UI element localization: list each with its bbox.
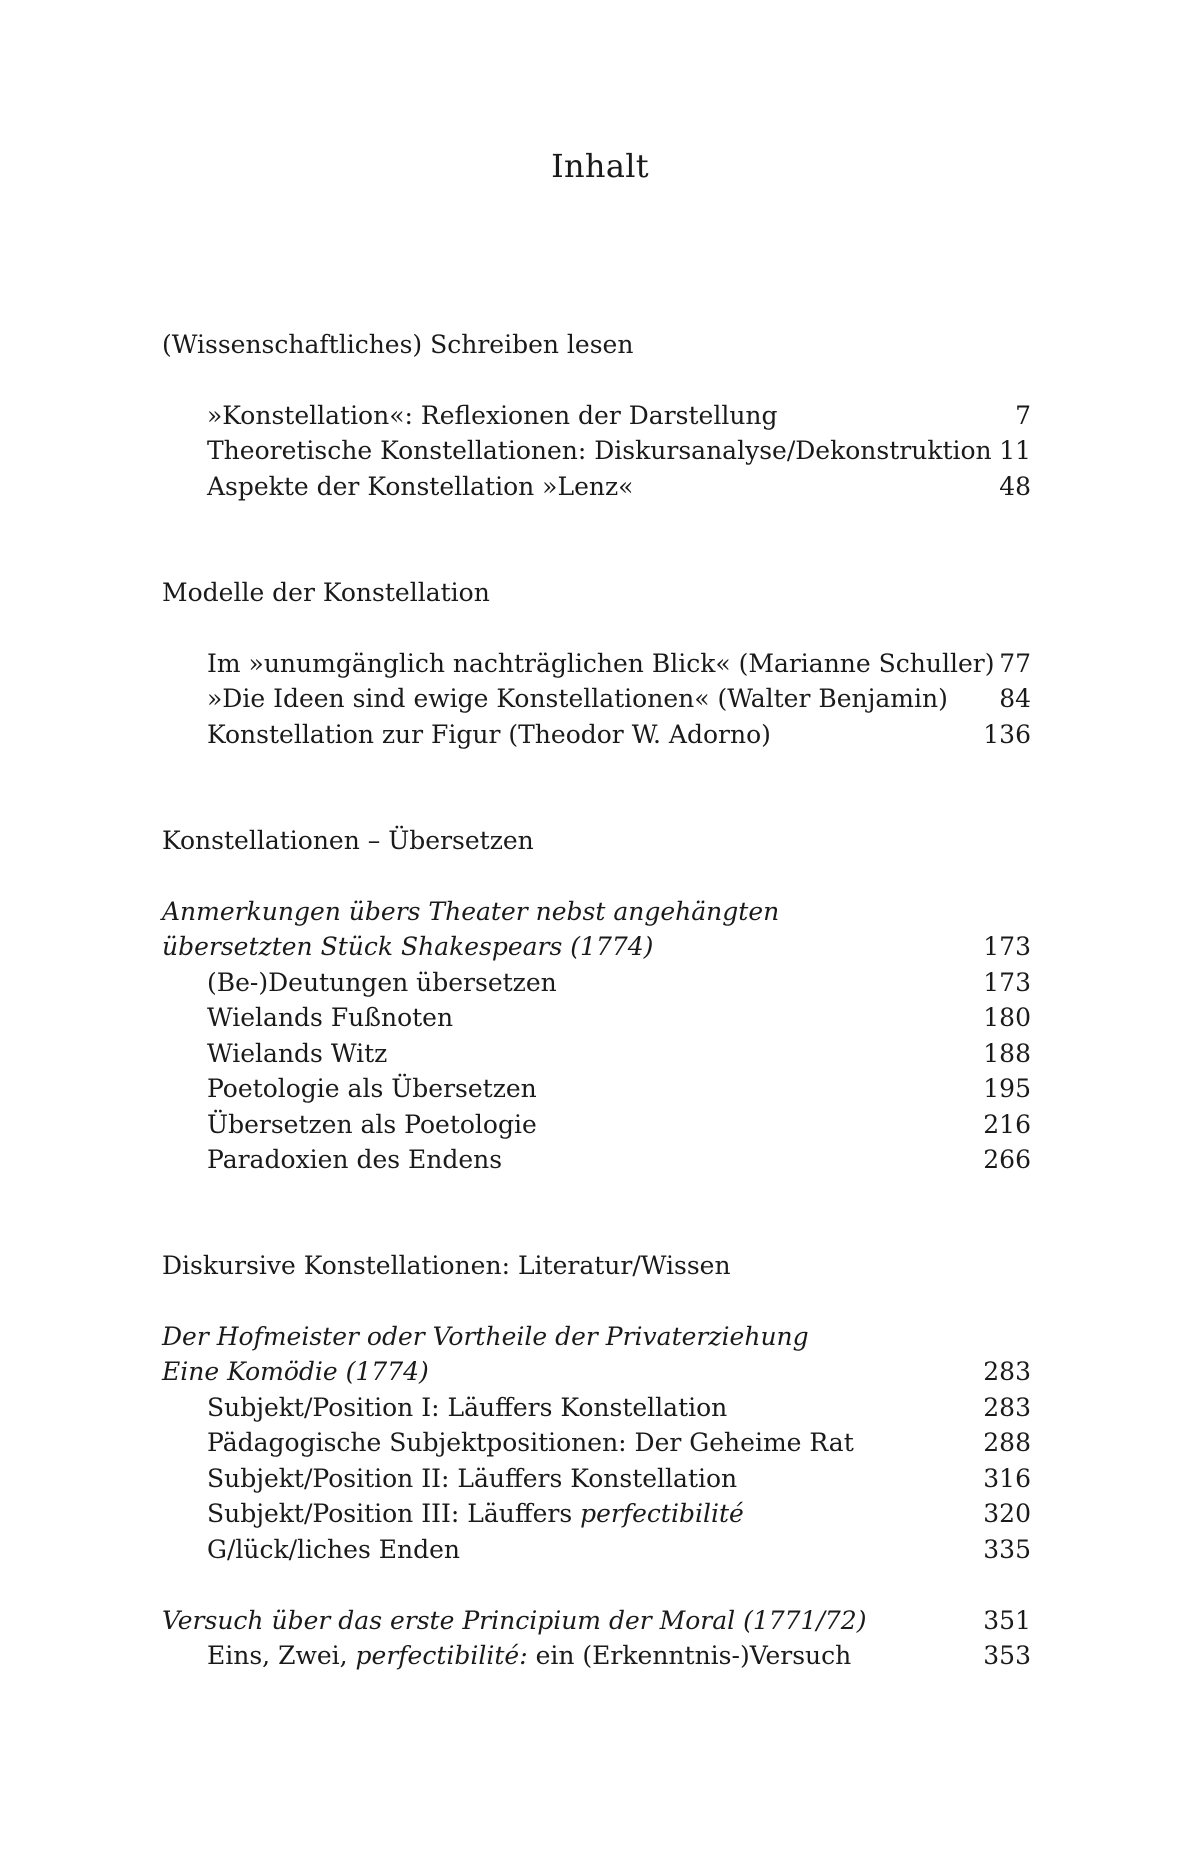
toc-entry-page: 353 xyxy=(983,1641,1031,1670)
toc-entry-page: 351 xyxy=(983,1606,1031,1635)
toc-work-entry xyxy=(162,929,1031,965)
toc-entry-label: »Konstellation«: Reflexionen der Darstellung xyxy=(207,401,778,430)
toc-entry xyxy=(162,469,1031,505)
work-title-line: Anmerkungen übers Theater nebst angehängten xyxy=(162,897,780,926)
toc-entry-page: 266 xyxy=(983,1145,1031,1174)
toc-entry xyxy=(162,717,1031,753)
toc-entry-label-italic: perfectibilité: xyxy=(355,1641,528,1670)
toc-entry-label: Subjekt/Position I: Läuffers Konstellation xyxy=(207,1393,728,1422)
section-heading: (Wissenschaftliches) Schreiben lesen xyxy=(162,330,634,359)
toc-entry-page: 173 xyxy=(983,932,1031,961)
toc-entry-label xyxy=(162,1638,851,1674)
toc-entry-page: 316 xyxy=(983,1464,1031,1493)
toc-entry-label-text: Eins, Zwei, xyxy=(207,1641,356,1670)
toc-entry-page: 335 xyxy=(983,1535,1031,1564)
toc-entry xyxy=(162,646,1031,682)
toc-entry-label: Pädagogische Subjektpositionen: Der Geheime Rat xyxy=(207,1428,854,1457)
toc-entry-label: Subjekt/Position II: Läuffers Konstellation xyxy=(207,1464,738,1493)
toc-entry xyxy=(162,398,1031,434)
toc-entry-page: 188 xyxy=(983,1039,1031,1068)
toc-entry xyxy=(162,1390,1031,1426)
toc-entry-label: »Die Ideen sind ewige Konstellationen« (Walter Benjamin) xyxy=(207,684,948,713)
work-title-line: übersetzten Stück Shakespears (1774) xyxy=(162,932,654,961)
toc-entry-label xyxy=(162,1496,744,1532)
toc-entry-page: 180 xyxy=(983,1003,1031,1032)
toc-entry-label: Paradoxien des Endens xyxy=(207,1145,503,1174)
work-title-line: Der Hofmeister oder Vortheile der Privaterziehung xyxy=(162,1322,809,1351)
toc-entry xyxy=(162,1107,1031,1143)
toc-entry-page: 7 xyxy=(1015,401,1031,430)
toc-entry xyxy=(162,1142,1031,1178)
toc-entry xyxy=(162,1000,1031,1036)
toc-entry-label: Konstellation zur Figur (Theodor W. Adorno) xyxy=(207,720,771,749)
toc-entry-label: Wielands Witz xyxy=(207,1039,388,1068)
page-title: Inhalt xyxy=(551,147,649,185)
toc-entry-page: 320 xyxy=(983,1499,1031,1528)
toc-entry-page: 11 xyxy=(999,436,1031,465)
toc-entry-page: 136 xyxy=(983,720,1031,749)
section-heading: Diskursive Konstellationen: Literatur/Wissen xyxy=(162,1251,731,1280)
toc-entry-page: 195 xyxy=(983,1074,1031,1103)
section-heading: Konstellationen – Übersetzen xyxy=(162,826,534,855)
toc-entry-page: 84 xyxy=(999,684,1031,713)
toc-entry-label: Übersetzen als Poetologie xyxy=(207,1110,537,1139)
toc-entry-label: Wielands Fußnoten xyxy=(207,1003,454,1032)
toc-entry xyxy=(162,1532,1031,1568)
toc-entry-label-text: Subjekt/Position III: Läuffers xyxy=(207,1499,581,1528)
work-title-line: Versuch über das erste Principium der Moral (1771/72) xyxy=(162,1606,867,1635)
toc-work-entry xyxy=(162,1354,1031,1390)
toc-entry-label: Aspekte der Konstellation »Lenz« xyxy=(207,472,634,501)
toc-entry xyxy=(162,1036,1031,1072)
toc-entry-label: Im »unumgänglich nachträglichen Blick« (Marianne Schuller) xyxy=(207,649,995,678)
toc-entry-page: 288 xyxy=(983,1428,1031,1457)
toc-entry xyxy=(162,681,1031,717)
toc-entry-label: Theoretische Konstellationen: Diskursanalyse/Dekonstruktion xyxy=(207,436,992,465)
toc-work-entry xyxy=(162,1603,1031,1639)
toc-entry-label-text: ein (Erkenntnis-)Versuch xyxy=(527,1641,852,1670)
toc-entry-page: 173 xyxy=(983,968,1031,997)
toc-entry-label: G/lück/liches Enden xyxy=(207,1535,460,1564)
toc-entry xyxy=(162,1496,1031,1532)
toc-entry xyxy=(162,1425,1031,1461)
toc-entry-label-italic: perfectibilité xyxy=(580,1499,744,1528)
toc-entry-label: (Be-)Deutungen übersetzen xyxy=(207,968,557,997)
toc-entry-label: Poetologie als Übersetzen xyxy=(207,1074,537,1103)
toc-entry xyxy=(162,965,1031,1001)
section-heading: Modelle der Konstellation xyxy=(162,578,490,607)
toc-entry xyxy=(162,1071,1031,1107)
toc-entry-page: 283 xyxy=(983,1393,1031,1422)
toc-entry xyxy=(162,1461,1031,1497)
toc-entry-page: 48 xyxy=(999,472,1031,501)
toc-entry-page: 77 xyxy=(999,649,1031,678)
toc-entry xyxy=(162,1638,1031,1674)
toc-entry-page: 216 xyxy=(983,1110,1031,1139)
work-title-line: Eine Komödie (1774) xyxy=(162,1357,429,1386)
toc-entry xyxy=(162,433,1031,469)
toc-entry-page: 283 xyxy=(983,1357,1031,1386)
